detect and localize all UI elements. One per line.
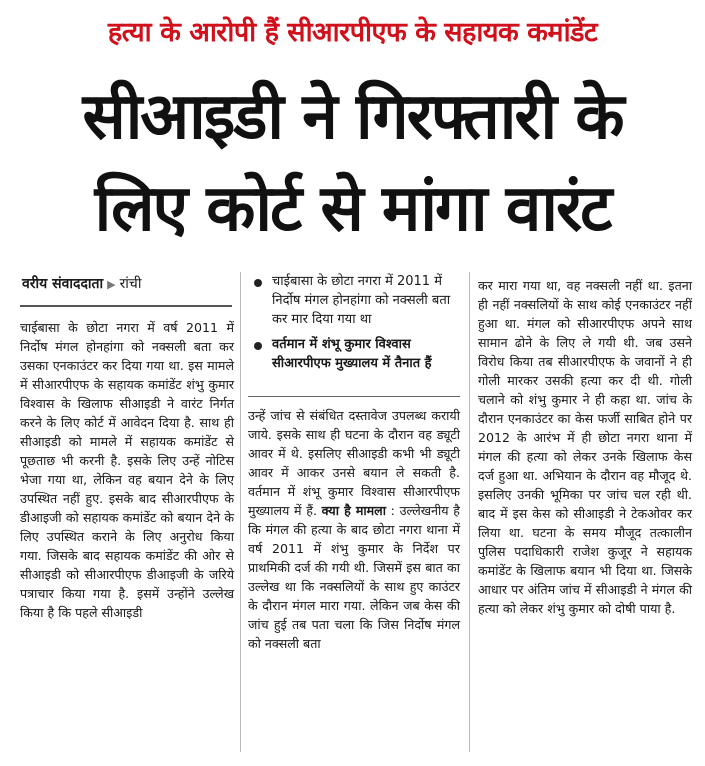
subhead-kya-hai-mamla: क्या है मामला [321, 503, 386, 518]
column-rule-1 [240, 272, 241, 752]
highlights-divider [248, 396, 460, 397]
reporter-name: वरीय संवाददाता [22, 276, 104, 292]
highlight-item: चाईबासा के छोटा नगरा में 2011 में निर्दोष मंगल होनहांगा को नक्सली बता कर मार दिया गया था [250, 272, 462, 329]
article-column-1: चाईबासा के छोटा नगरा में वर्ष 2011 में निर्दोष मंगल होनहांगा को नक्सली बता कर उसका एनकाउंटर कर दिया गया था. इस मामले में सीआरपीएफ के सहायक कमांडेंट शंभु कुमार विश्वास के खिलाफ सीआइडी ने वारंट निर्गत करने के लिए कोर्ट में आवेदन दिया है. साथ ही सीआइडी को मामले में सहायक कमांडेंट से पूछताछ भी करनी है. इसके लिए उन्हें नोटिस भेजा गया था, लेकिन वह बयान देने के लिए उपस्थित नहीं हुए. इसके बाद सीआरपीएफ के डीआइजी को सहायक कमांडेंट को बयान देने के लिए उपस्थित कराने के लिए अनुरोध किया गया. जिसके बाद सहायक कमांडेंट की ओर से सीआइडी को सीआरपीएफ डीआइजी के जरिये पत्राचार किया गया है. इसमें उन्होंने उल्लेख किया है कि पहले सीआइडी [20, 320, 234, 620]
column-rule-2 [469, 272, 470, 752]
headline-line-1: सीआइडी ने गिरफ्तारी के [82, 80, 623, 154]
article-column-3: कर मारा गया था, वह नक्सली नहीं था. इतना ही नहीं नक्सलियों के साथ कोई एनकाउंटर नहीं हुआ था. मंगल को सीआरपीएफ अपने साथ सामान ढोने के लिए ले गयी थी. जब उसने विरोध किया तब सीआरपीएफ के जवानों ने ही गोली मारकर उसकी हत्या कर दी थी. गोली चलाने को शंभु कुमार ने ही कहा था. जांच के दौरान एनकाउंटर का केस फर्जी साबित होने पर 2012 के आरंभ में ही छोटा नगरा थाना में मंगल की हत्या को लेकर उनके खिलाफ केस दर्ज हुआ था. अभियान के दौरान वह मौजूद थे. इसलिए उनकी भूमिका पर जांच चल रही थी. बाद में इस केस को सीआइडी ने टेकओवर कर लिया था. घटना के समय मौजूद तत्कालीन पुलिस पदाधिकारी राजेश कुजूर ने सहायक कमांडेंट के खिलाफ बयान भी दिया था. जिसके आधार पर अंतिम जांच में सीआइडी ने मंगल की हत्या को लेकर शंभु कुमार को दोषी पाया है. [478, 278, 692, 616]
article-column-2 [248, 406, 460, 653]
kicker-headline: हत्या के आरोपी हैं सीआरपीएफ के सहायक कमांडेंट [107, 17, 598, 48]
byline [22, 274, 141, 293]
highlight-item: वर्तमान में शंभू कुमार विश्वास सीआरपीएफ मुख्यालय में तैनात हैं [250, 335, 462, 373]
byline-divider [20, 305, 232, 307]
column-2-text-part-1: उन्हें जांच से संबंधित दस्तावेज उपलब्ध करायी जाये. इसके साथ ही घटना के दौरान वह ड्यूटी आवर में थे. इसलिए सीआइडी कभी भी ड्यूटी आवर में आकर उनसे बयान ले सकती है. वर्तमान में शंभू कुमार विश्वास सीआरपीएफ मुख्यालय में हैं. [248, 408, 460, 518]
dateline-city: रांची [119, 276, 142, 292]
byline-arrow-icon: ▶ [107, 278, 116, 291]
headline-line-2: लिए कोर्ट से मांगा वारंट [94, 172, 611, 246]
highlights-box [250, 272, 462, 379]
column-2-text-part-2: : उल्लेखनीय है कि मंगल की हत्या के बाद छोटा नगरा थाना में वर्ष 2011 में शंभु कुमार के निर्देश पर प्राथमिकी दर्ज की गयी थी. जिसमें इस बात का उल्लेख था कि नक्सलियों के साथ हुए काउंटर के दौरान मंगल मारा गया. लेकिन जब केस की जांच हुई तब पता चला कि जिस निर्दोष मंगल को नक्सली बता [248, 503, 460, 651]
